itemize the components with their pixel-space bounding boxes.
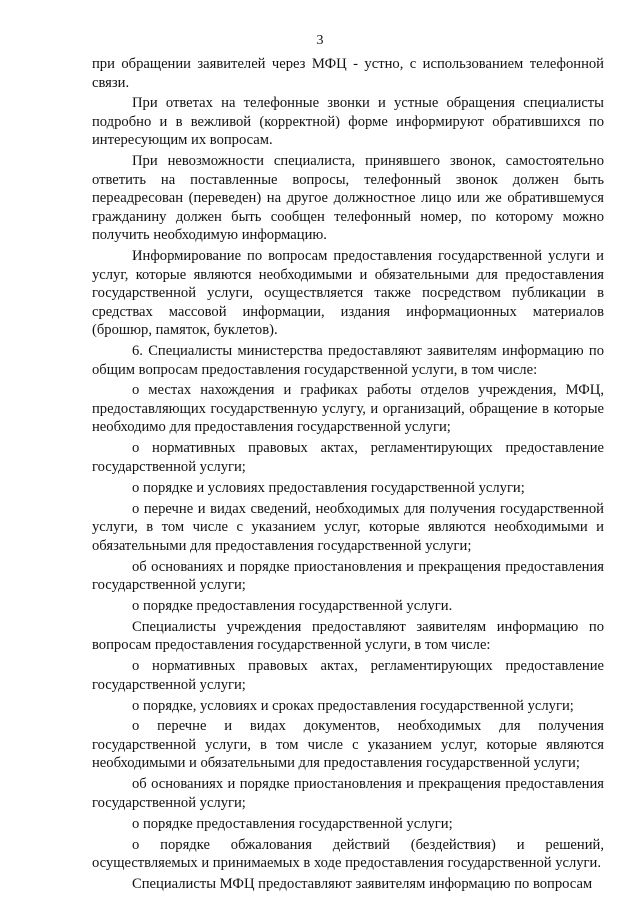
paragraph: о нормативных правовых актах, регламентирующих предоставление государственной услуги; [92, 658, 604, 693]
paragraph: о местах нахождения и графиках работы отделов учреждения, МФЦ, предоставляющих государственную услугу, и организаций, обращение в которые необходимо для предоставления государственной услуги; [92, 382, 604, 436]
paragraph: об основаниях и порядке приостановления и прекращения предоставления государственной услуги; [92, 558, 604, 594]
paragraph: При ответах на телефонные звонки и устные обращения специалисты подробно и в вежливой (корректной) форме информируют обратившихся по интересующим их вопросам. [92, 95, 604, 149]
paragraph: при обращении заявителей через МФЦ - устно, с использованием телефонной связи. [92, 56, 604, 91]
paragraph: При невозможности специалиста, принявшего звонок, самостоятельно ответить на поставленные вопросы, телефонный звонок должен быть переадресован (переведен) на другое должностное лицо или же обратившемуся гражданину должен быть сообщен телефонный номер, по которому можно получить необходимую информацию. [92, 153, 604, 244]
paragraph: Специалисты МФЦ предоставляют заявителям информацию по вопросам [132, 876, 593, 893]
paragraph: о перечне и видах сведений, необходимых для получения государственной услуги, в том числе с указанием услуг, которые являются необходимыми и обязательными для предоставления государственной услуги; [92, 500, 604, 554]
paragraph: 6. Специалисты министерства предоставляют заявителям информацию по общим вопросам предоставления государственной услуги, в том числе: [92, 343, 604, 378]
paragraph: об основаниях и порядке приостановления и прекращения предоставления государственной услуги; [92, 776, 604, 811]
paragraph: о порядке, условиях и сроках предоставления государственной услуги; [132, 697, 574, 714]
paragraph: Специалисты учреждения предоставляют заявителям информацию по вопросам предоставления государственной услуги, в том числе: [92, 618, 604, 654]
paragraph: о перечне и видах документов, необходимых для получения государственной услуги, в том числе с указанием услуг, которые являются необходимыми и обязательными для предоставления государственной услуги; [92, 718, 604, 772]
document-body [92, 55, 604, 896]
paragraph: о порядке предоставления государственной услуги. [132, 597, 453, 614]
paragraph: о порядке предоставления государственной услуги; [132, 815, 453, 832]
paragraph: Информирование по вопросам предоставления государственной услуги и услуг, которые являются необходимыми и обязательными для предоставления государственной услуги, осуществляется также посредством публикации в средствах массовой информации, издания информационных материалов (брошюр, памяток, буклетов). [92, 248, 604, 339]
page-number: 3 [316, 33, 324, 48]
paragraph: о порядке обжалования действий (бездействия) и решений, осуществляемых и принимаемых в ходе предоставления государственной услуги. [92, 836, 604, 872]
paragraph: о порядке и условиях предоставления государственной услуги; [132, 479, 525, 496]
paragraph: о нормативных правовых актах, регламентирующих предоставление государственной услуги; [92, 440, 604, 475]
